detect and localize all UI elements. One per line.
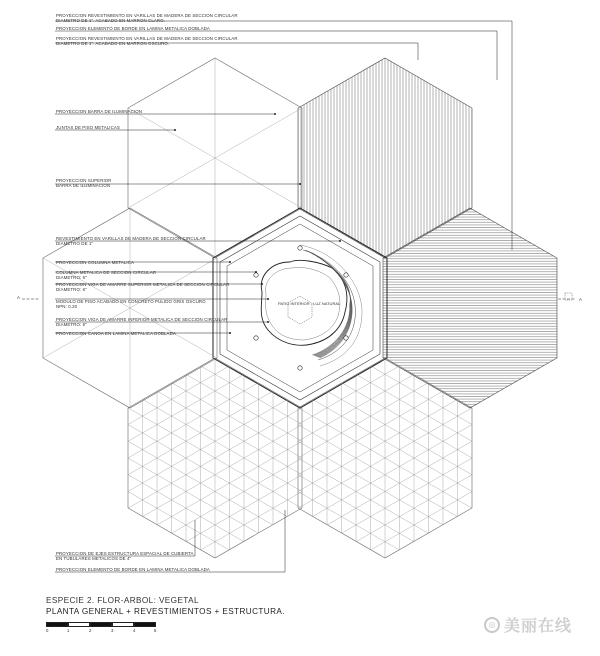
section-mark-left: A (17, 295, 21, 300)
label-wood-light: PROYECCION REVESTIMIENTO EN VARILLAS DE MADERA DE SECCION CIRCULAR (56, 13, 238, 18)
label-column-projection: PROYECCION COLUMNA METALICA (56, 260, 135, 265)
label-wood-cladding-diameter: DIAMETRO DE 1" (56, 241, 94, 246)
label-gutter: PROYECCION CANOA EN LAMINA METALICA DOBLADA (56, 331, 176, 336)
scale-number: 5 (154, 628, 157, 633)
label-wood-cladding: REVESTIMIENTO EN VARILLAS DE MADERA DE SECCION CIRCULAR (56, 236, 206, 241)
watermark (484, 613, 572, 636)
scale-number: 0 (46, 628, 49, 633)
label-roof-structure: PROYECCION DE EJES ESTRUCTURA ESPACIAL DE CUBIERTA (56, 551, 194, 556)
label-wood-dark-diameter: DIAMETRO DE 1". ACABADO EN MARRON OSCURO. (56, 40, 170, 46)
drawing-title: PLANTA GENERAL + REVESTIMIENTOS + ESTRUCTURA. (46, 607, 285, 616)
scale-number: 2 (89, 628, 92, 633)
label-lower-beam: PROYECCION VIGA DE AMARRE INFERIOR METALICA DE SECCION CIRCULAR (56, 317, 228, 322)
label-light-bar: PROYECCION BARRA DE ILUMINACION (56, 109, 143, 114)
section-mark-right: A (579, 297, 583, 302)
label-lower-beam-diameter: DIAMETRO: 6" (56, 322, 87, 327)
graphic-scale (46, 622, 158, 634)
label-wood-dark: PROYECCION REVESTIMIENTO EN VARILLAS DE MADERA DE SECCION CIRCULAR (56, 36, 238, 41)
label-floor-joints: JUNTAS DE PISO METALICAS (56, 125, 120, 130)
drawing-subtitle: ESPECIE 2. FLOR-ARBOL: VEGETAL (46, 596, 199, 605)
label-upper-beam-diameter: DIAMETRO: 6" (56, 287, 87, 292)
label-edge-element-bottom: PROYECCION ELEMENTO DE BORDE EN LAMINA METALICA DOBLADA (56, 567, 210, 572)
label-upper-projection: PROYECCION SUPERIOR (56, 178, 112, 183)
label-floor-module: MODULO DE PISO ACABADO EN CONCRETO PULIDO GRIS OSCURO (56, 299, 206, 304)
label-wood-light-diameter: DIAMETRO DE 1". ACABADO EN MARRON CLARO. (56, 17, 165, 23)
watermark-text: 美丽在线 (503, 618, 572, 635)
label-upper-beam: PROYECCION VIGA DE AMARRE SUPERIOR METALICA DE SECCION CIRCULAR (56, 282, 230, 287)
label-column-diameter: DIAMETRO: 6" (56, 275, 87, 280)
scale-number: 3 (111, 628, 114, 633)
label-upper-light-bar: BARRA DE ILUMINACION (56, 183, 111, 188)
watermark-logo-icon: ◎ (484, 617, 500, 633)
scale-number: 4 (133, 628, 136, 633)
label-floor-level: NPN: 0.20 (56, 304, 78, 309)
label-patio: PATIO INTERIOR - LUZ NATURAL (278, 301, 341, 306)
scale-number: 1 (67, 628, 70, 633)
label-roof-tubes: EN TUBULARES METALICOS DE 4" (56, 556, 132, 561)
label-column: COLUMNA METALICA DE SECCION CIRCULAR (56, 270, 157, 275)
label-edge-element-top: PROYECCION ELEMENTO DE BORDE EN LAMINA METALICA DOBLADA (56, 26, 210, 31)
